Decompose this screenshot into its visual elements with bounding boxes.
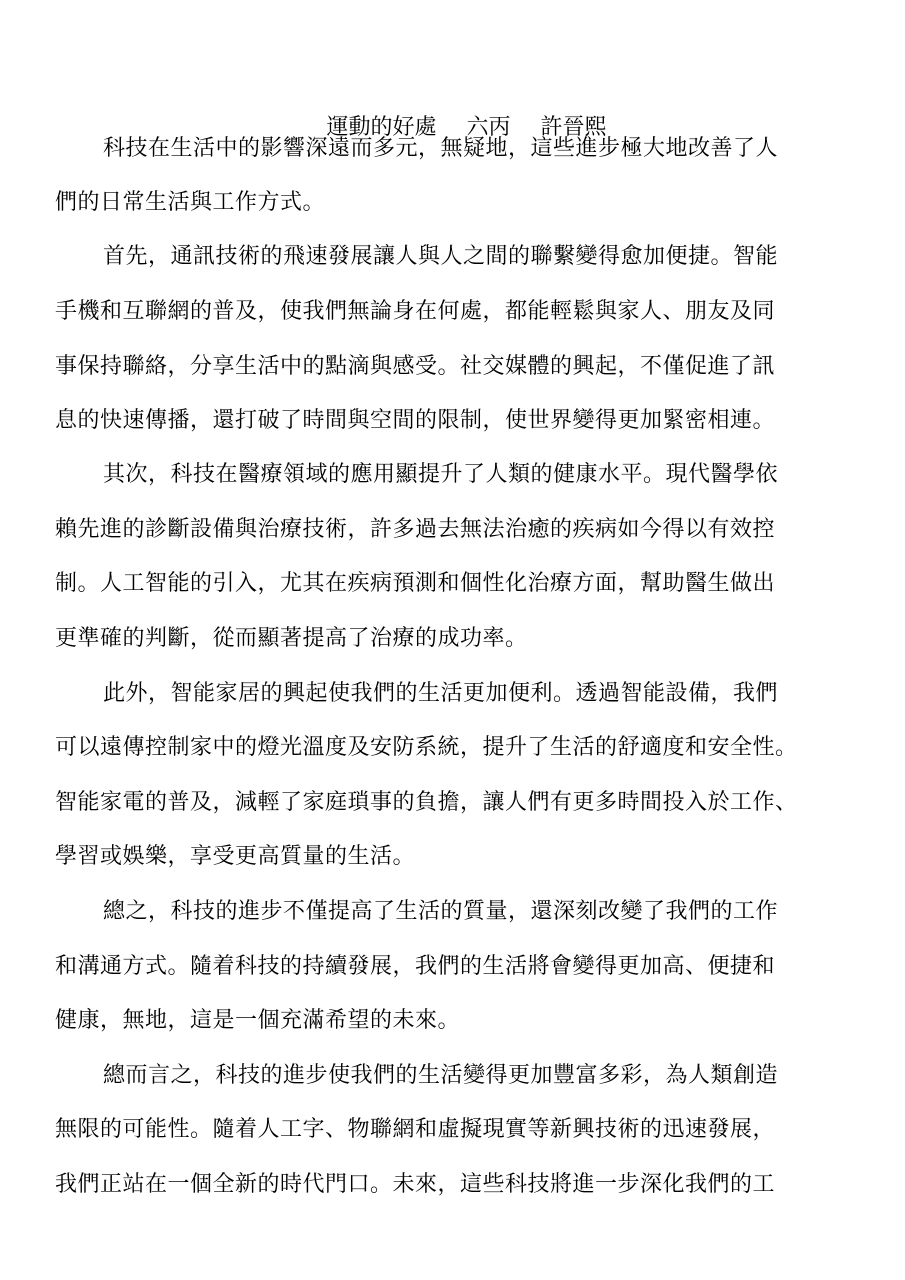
paragraph-3-line-2: 賴先進的診斷設備與治療技術，許多過去無法治癒的疾病如今得以有效控 [55,517,776,542]
paragraph-1-line-2: 們的日常生活與工作方式。 [55,190,326,215]
paragraph-4-line-2: 可以遠傳控制家中的燈光溫度及安防系統，提升了生活的舒適度和安全性。 [55,735,798,760]
paragraph-4-line-4: 學習或娛樂，享受更高質量的生活。 [55,844,416,869]
paragraph-3-line-3: 制。人工智能的引入，尤其在疾病預測和個性化治療方面，幫助醫生做出 [55,571,776,596]
paragraph-3-line-1: 其次，科技在醫療領域的應用顯提升了人類的健康水平。現代醫學依 [103,462,779,487]
paragraph-5-line-3: 健康，無地，這是一個充滿希望的未來。 [55,1008,461,1033]
paragraph-3-line-4: 更準確的判斷，從而顯著提高了治療的成功率。 [55,626,528,651]
paragraph-6-line-2: 無限的可能性。隨着人工字、物聯網和虛擬現實等新興技術的迅速發展， [55,1117,776,1142]
paragraph-2-line-1: 首先，通訊技術的飛速發展讓人與人之間的聯繫變得愈加便捷。智能 [103,244,779,269]
paragraph-5-line-1: 總之，科技的進步不僅提高了生活的質量，還深刻改變了我們的工作 [103,899,779,924]
essay-title: 運動的好處 [326,115,437,140]
paragraph-5-line-2: 和溝通方式。隨着科技的持續發展，我們的生活將會變得更加高、便捷和 [55,954,776,979]
paragraph-1-line-1: 科技在生活中的影響深遠而多元，無疑地，這些進步極大地改善了人 [103,136,779,161]
paragraph-2-line-2: 手機和互聯網的普及，使我們無論身在何處，都能輕鬆與家人、朋友及同 [55,299,776,324]
paragraph-2-line-4: 息的快速傳播，還打破了時間與空間的限制，使世界變得更加緊密相連。 [55,408,776,433]
paragraph-6-line-1: 總而言之，科技的進步使我們的生活變得更加豐富多彩，為人類創造 [103,1063,779,1088]
paragraph-4-line-3: 智能家電的普及，減輕了家庭瑣事的負擔，讓人們有更多時間投入於工作、 [55,790,798,815]
paragraph-6-line-3: 我們正站在一個全新的時代門口。未來，這些科技將進一步深化我們的工 [55,1172,776,1197]
paragraph-2-line-3: 事保持聯絡，分享生活中的點滴與感受。社交媒體的興起，不僅促進了訊 [55,354,776,379]
author-name: 許晉熙 [540,115,607,140]
paragraph-4-line-1: 此外，智能家居的興起使我們的生活更加便利。透過智能設備，我們 [103,681,779,706]
class-name: 六丙 [466,115,511,140]
